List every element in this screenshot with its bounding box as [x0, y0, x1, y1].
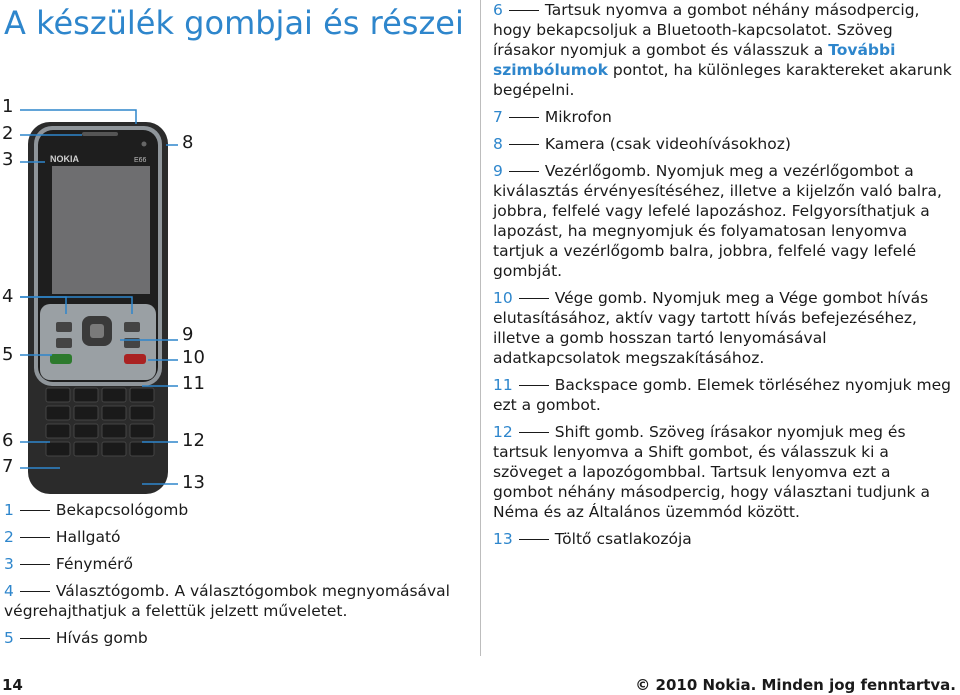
end-key	[124, 354, 146, 364]
column-divider	[480, 0, 481, 656]
copyright: © 2010 Nokia. Minden jog fenntartva.	[635, 676, 956, 694]
legend-entry: 4 Választógomb. A választógombok megnyomásával végrehajthatjuk a felettük jelzett műveletet.	[4, 582, 450, 620]
legend-entry: 1 Bekapcsológomb	[4, 501, 189, 519]
legend-entry: 11 Backspace gomb. Elemek törléséhez nyomjuk meg ezt a gombot.	[493, 376, 951, 414]
calendar-key	[124, 322, 140, 332]
legend-entry: 6 Tartsuk nyomva a gombot néhány másodpercig, hogy bekapcsoljuk a Bluetooth-kapcsolatot. Szöveg írásakor nyomjuk a gombot és válasszuk a További szimbólumok pontot, ha különleges karaktereket akarunk begépelni.	[493, 1, 952, 99]
legend-entry: 2 Hallgató	[4, 528, 121, 546]
legend-entry: 9 Vezérlőgomb. Nyomjuk meg a vezérlőgombot a kiválasztás érvényesítéséhez, illetve a kijelzőn való balra, jobbra, felfelé vagy lefelé lapozáshoz. Felgyorsíthatjuk a lapozást, ha megnyomjuk és folyamatosan lenyomva tartjuk a vezérlőgomb balra, jobbra, felfelé vagy lefelé gombját.	[493, 162, 942, 280]
callout-8: 8	[182, 132, 194, 153]
legend-entry: 8 Kamera (csak videohívásokhoz)	[493, 135, 791, 153]
callout-10: 10	[182, 347, 205, 368]
contacts-key	[56, 338, 72, 348]
callout-6: 6	[2, 430, 14, 451]
legend-entry: 13 Töltő csatlakozója	[493, 530, 692, 548]
legend-entry: 7 Mikrofon	[493, 108, 612, 126]
callout-12: 12	[182, 430, 205, 451]
callout-9: 9	[182, 324, 194, 345]
page-footer	[0, 676, 960, 695]
callout-3: 3	[2, 149, 14, 170]
legend-left	[4, 500, 476, 655]
legend-entry: 3 Fénymérő	[4, 555, 133, 573]
callout-11: 11	[182, 373, 205, 394]
home-key	[56, 322, 72, 332]
legend-entry: 10 Vége gomb. Nyomjuk meg a Vége gombot hívás elutasításához, aktív vagy tartott hívás befejezéséhez, illetve a gomb hosszan tartó lenyomásával adatkapcsolatok megszakításához.	[493, 289, 929, 367]
legend-entry: 12 Shift gomb. Szöveg írásakor nyomjuk meg és tartsuk lenyomva a Shift gombot, és válasszuk ki a szöveget a lapozógombbal. Tartsuk lenyomva ezt a gombot néhány másodpercig, hogy választani tudjunk a Néma és az Általános üzemmód között.	[493, 423, 930, 521]
callout-5: 5	[2, 344, 14, 365]
callout-7: 7	[2, 456, 14, 477]
page-number: 14	[2, 676, 23, 694]
callout-2: 2	[2, 123, 14, 144]
highlight-option: További szimbólumok	[493, 41, 896, 79]
page-title: A készülék gombjai és részei	[4, 4, 464, 42]
model-label: E66	[134, 157, 147, 164]
callout-13: 13	[182, 472, 205, 493]
legend-entry: 5 Hívás gomb	[4, 629, 148, 647]
callout-4: 4	[2, 286, 14, 307]
callout-1: 1	[2, 96, 14, 117]
camera-lens	[142, 142, 147, 147]
brand-label: NOKIA	[50, 154, 79, 164]
earpiece	[82, 132, 118, 136]
call-key	[50, 354, 72, 364]
phone-diagram	[0, 92, 230, 496]
phone-screen	[52, 166, 150, 294]
legend-right	[493, 0, 955, 556]
